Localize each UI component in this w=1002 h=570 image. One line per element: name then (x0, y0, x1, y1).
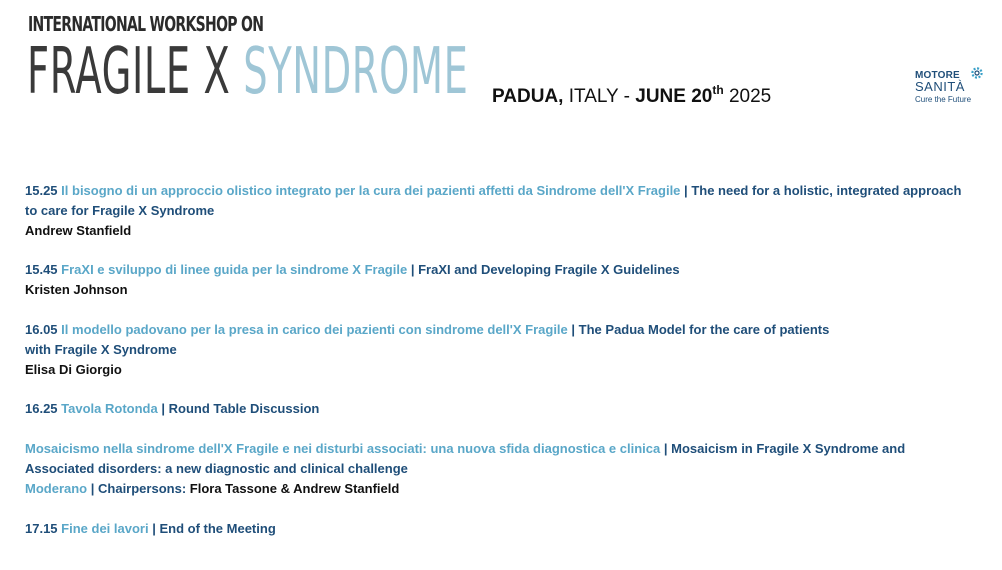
date: JUNE 20 (635, 86, 713, 107)
motore-sanita-logo (915, 66, 987, 106)
program-item (25, 439, 975, 498)
separator: | (161, 401, 165, 417)
separator: | (90, 480, 95, 496)
item-title-en: FraXI and Developing Fragile X Guidelines (418, 262, 680, 278)
item-speaker: Andrew Stanfield (25, 222, 132, 238)
item-speaker: Elisa Di Giorgio (25, 361, 122, 377)
separator: | (410, 262, 415, 278)
page-header (0, 0, 1002, 130)
item-title-en-line-2: with Fragile X Syndrome (25, 341, 177, 357)
item-time: 15.45 (25, 262, 58, 278)
item-time: 16.05 (25, 321, 58, 337)
program-item (25, 181, 975, 240)
event-title (27, 36, 468, 108)
logo-line-1: MOTORE (915, 70, 960, 81)
item-time: 17.15 (25, 520, 58, 536)
moderators-label-it: Moderano (25, 480, 88, 496)
item-speaker: Kristen Johnson (25, 282, 128, 298)
item-time: 15.25 (25, 183, 58, 198)
separator: | (152, 520, 156, 536)
program-item (25, 320, 975, 379)
gear-icon (970, 66, 984, 80)
workshop-kicker: INTERNATIONAL WORKSHOP ON (28, 12, 264, 36)
item-title-it: FraXI e sviluppo di linee guida per la sindrome X Fragile (61, 262, 408, 278)
separator: | (663, 441, 668, 457)
date-suffix: th (712, 83, 724, 97)
country: ITALY (568, 86, 619, 107)
separator: | (684, 183, 688, 198)
item-title-it: Il bisogno di un approccio olistico integrato per la cura dei pazienti affetti da Sindrome dell'X Fragile (61, 183, 681, 198)
program-item (25, 399, 975, 419)
program-item (25, 260, 975, 300)
title-part-2: SYNDROME (243, 35, 469, 109)
item-title-en: Round Table Discussion (168, 401, 320, 417)
item-title-it: Fine dei lavori (61, 520, 149, 536)
item-time: 16.25 (25, 401, 58, 417)
chairperson-2: Andrew Stanfield (293, 480, 400, 496)
item-title-en: The need for a holistic, integrated approach to care for Fragile X Syndrome (25, 183, 962, 218)
event-location-date (492, 83, 771, 108)
logo-line-2: SANITÀ (915, 79, 965, 94)
item-title-en: Mosaicism in Fragile X Syndrome and Associated disorders: a new diagnostic and clinical challenge (25, 441, 906, 476)
item-title-it: Tavola Rotonda (61, 401, 158, 417)
program-list (25, 181, 975, 558)
item-title-it: Il modello padovano per la presa in carico dei pazienti con sindrome dell'X Fragile (61, 321, 568, 337)
moderators-label-en: Chairpersons: (98, 480, 187, 496)
ampersand: & (280, 480, 290, 496)
year: 2025 (728, 86, 772, 107)
item-title-en: End of the Meeting (159, 520, 276, 536)
dash: - (623, 86, 630, 107)
title-part-1: FRAGILE X (27, 35, 231, 109)
program-item (25, 519, 975, 539)
chairperson-1: Flora Tassone (189, 480, 277, 496)
chairpersons-line (25, 479, 975, 499)
item-title-en-line-1: The Padua Model for the care of patients (578, 321, 830, 337)
item-title-it: Mosaicismo nella sindrome dell'X Fragile e nei disturbi associati: una nuova sfida diagnostica e clinica (25, 441, 661, 457)
city: PADUA, (492, 86, 564, 107)
logo-tagline: Cure the Future (915, 95, 972, 104)
separator: | (571, 321, 576, 337)
